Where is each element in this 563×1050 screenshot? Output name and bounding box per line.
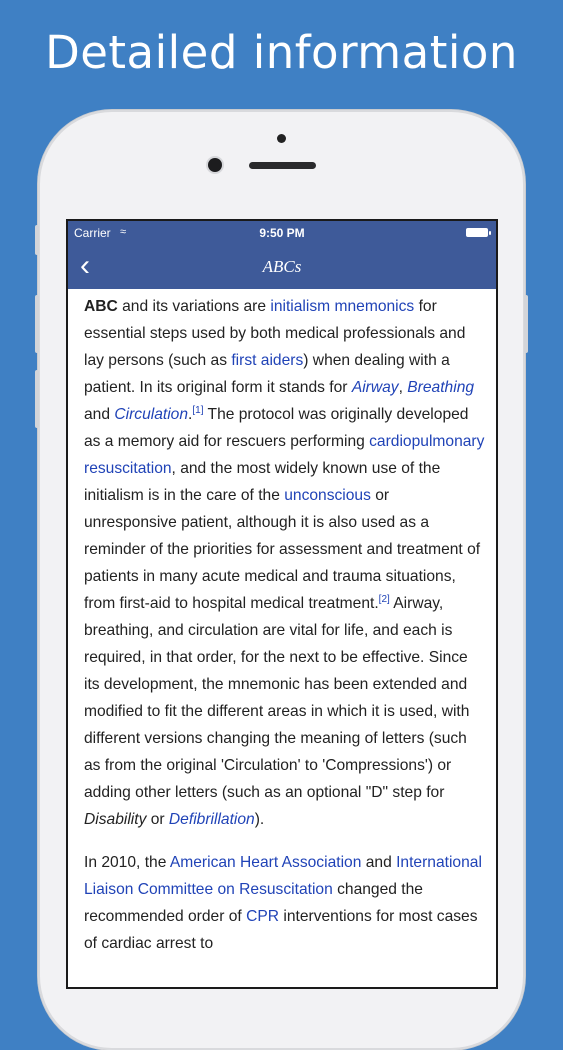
earpiece-speaker [249, 162, 316, 169]
link-defibrillation[interactable]: Defibrillation [168, 811, 255, 828]
link-first-aiders[interactable]: first aiders [231, 352, 304, 369]
text: , and the most widely known use of the initialism is in the care of the [84, 460, 441, 504]
reference-1[interactable]: [1] [192, 404, 204, 416]
link-ilcor[interactable]: International Liaison Committee on Resuscitation [84, 854, 482, 898]
carrier-label: Carrier [74, 226, 111, 240]
navigation-bar [68, 221, 496, 289]
link-initialism[interactable]: initialism [270, 298, 331, 315]
text: changed the recommended order of [84, 881, 423, 925]
volume-down-button [35, 370, 39, 428]
status-time: 9:50 PM [259, 226, 305, 240]
link-aha[interactable]: American Heart Association [169, 854, 362, 871]
page-title: ABCs [262, 257, 302, 276]
wifi-icon: ≈ [120, 226, 127, 238]
link-unconscious[interactable]: unconscious [284, 487, 371, 504]
mute-switch [35, 225, 39, 255]
phone-screen [66, 219, 498, 989]
link-cpr-full[interactable]: cardiopulmonary resuscitation [84, 433, 485, 477]
front-camera [208, 158, 222, 172]
link-breathing[interactable]: Breathing [407, 379, 475, 396]
link-circulation[interactable]: Circulation [114, 406, 189, 423]
volume-up-button [35, 295, 39, 353]
text: or unresponsive patient, although it is also used as a reminder of the priorities for assessment and treatment of patients in many acute medical and trauma situations, from first-aid to hospital medical treatment. [84, 487, 481, 612]
battery-icon [466, 228, 488, 237]
text: ) when dealing with a patient. In its original form it stands for [84, 352, 450, 396]
text: and [361, 854, 397, 871]
proximity-sensor [277, 134, 286, 143]
link-mnemonics[interactable]: mnemonics [334, 298, 415, 315]
text: Airway, breathing, and circulation are vital for life, and each is required, in that order, for the next to be effective. Since its development, the mnemonic has been extended and modified to fit the different areas in which it is used, with different versions changing the meaning of letters (such as from the original 'Circulation' to 'Compressions') or adding other letters (such as an optional "D" step for [84, 595, 470, 801]
text: The protocol was originally developed as a memory aid for rescuers performing [84, 406, 469, 450]
text: In 2010, the [84, 854, 170, 871]
link-airway[interactable]: Airway [351, 379, 399, 396]
text: or [146, 811, 169, 828]
promo-headline: Detailed information [45, 26, 518, 79]
text: interventions for most cases of cardiac arrest to [84, 908, 478, 952]
text: ). [254, 811, 265, 828]
term-disability: Disability [84, 811, 147, 828]
status-bar [68, 226, 496, 242]
text: . [188, 406, 193, 423]
text: and [84, 406, 115, 423]
text: , [398, 379, 408, 396]
text: and its variations are [117, 298, 271, 315]
power-button [524, 295, 528, 353]
article-paragraph [84, 293, 486, 833]
link-cpr[interactable]: CPR [246, 908, 280, 925]
text: for essential steps used by both medical professionals and lay persons (such as [84, 298, 466, 369]
article-paragraph [84, 849, 486, 957]
term-bold: ABC [84, 298, 118, 315]
article-body [84, 293, 486, 973]
reference-2[interactable]: [2] [378, 593, 390, 605]
back-button[interactable]: ‹ [80, 249, 90, 282]
